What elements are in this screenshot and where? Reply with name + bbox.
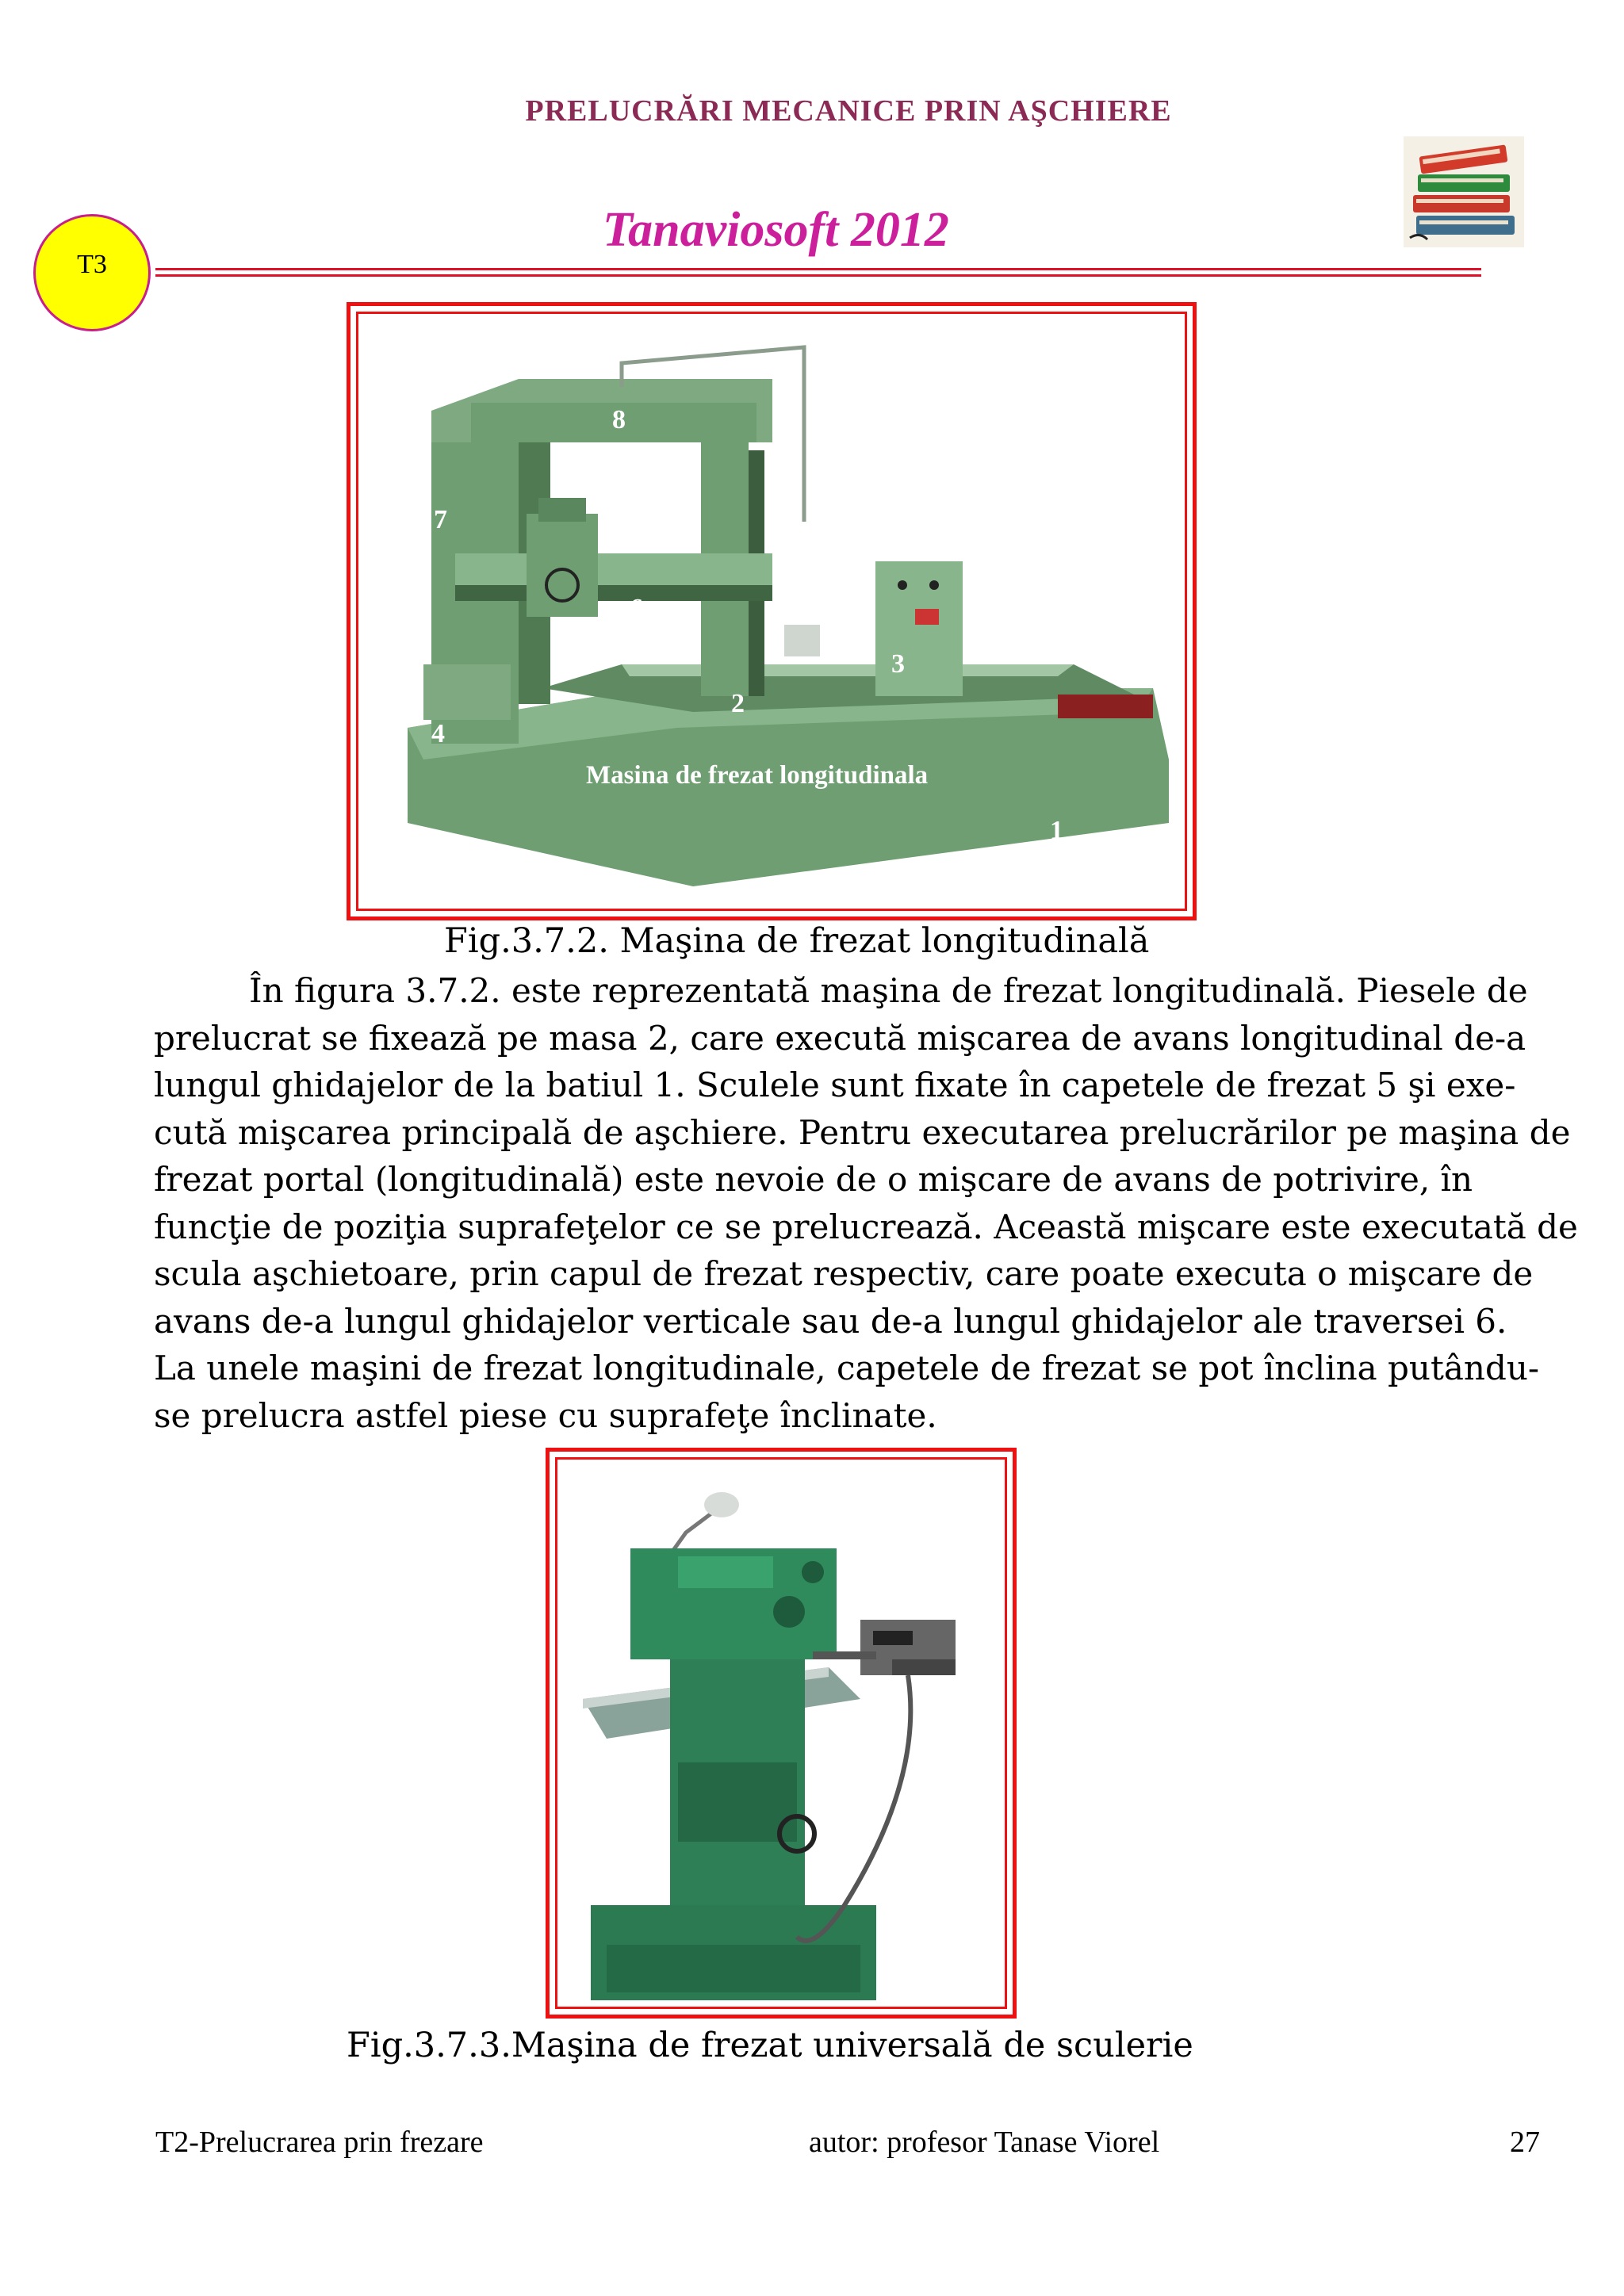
paragraph-line: În figura 3.7.2. este reprezentată maşina de frezat longitudinală. Piesele de [249,971,1528,1010]
figure-caption-1: Fig.3.7.2. Maşina de frezat longitudinală [444,921,1150,961]
footer-chapter: T2-Prelucrarea prin frezare [155,2126,484,2159]
part-number-5: 5 [587,627,600,656]
chapter-badge-label: T3 [77,250,107,279]
paragraph-line: funcţie de poziţia suprafeţelor ce se prelucrează. Această mişcare este executată de [154,1207,1578,1246]
brand-title: Tanaviosoft 2012 [603,203,949,257]
paragraph-line: se prelucra astfel piese cu suprafeţe înclinate. [154,1395,937,1435]
header-rule-bottom [155,274,1481,277]
figure-caption-2: Fig.3.7.3.Maşina de frezat universală de sculerie [347,2026,1193,2065]
header-rule-top [155,268,1481,270]
page-number: 27 [1510,2126,1540,2159]
part-number-2: 2 [731,689,745,718]
universal-milling-machine-image [559,1461,1011,2013]
part-number-1: 1 [1050,816,1063,845]
paragraph-line: scula aşchietoare, prin capul de frezat respectiv, care poate executa o mişcare de [154,1254,1534,1293]
paragraph-line: avans de-a lungul ghidajelor verticale sau de-a lungul ghidajelor ale traversei 6. [154,1301,1507,1341]
paragraph-line: lungul ghidajelor de la batiul 1. Sculele sunt fixate în capetele de frezat 5 şi exe- [154,1066,1516,1104]
figure-longitudinal-milling-machine [347,302,1197,920]
image-label: Masina de frezat longitudinala [586,761,929,790]
part-number-8: 8 [612,405,626,434]
part-number-6: 6 [630,594,643,623]
part-number-3: 3 [891,649,905,679]
paragraph-line: cută mişcarea principală de aşchiere. Pentru executarea prelucrărilor pe maşina de [154,1112,1571,1152]
part-number-7: 7 [434,505,447,534]
part-number-4: 4 [431,719,445,748]
chapter-badge [33,214,151,331]
longitudinal-milling-machine-image [360,316,1191,915]
books-icon [1404,136,1524,247]
header-title: PRELUCRĂRI MECANICE PRIN AŞCHIERE [525,94,1172,128]
figure-universal-milling-machine [546,1448,1017,2019]
paragraph-line: La unele maşini de frezat longitudinale, capetele de frezat se pot înclina putându- [154,1349,1540,1387]
footer-author: autor: profesor Tanase Viorel [809,2126,1160,2159]
paragraph-line: prelucrat se fixează pe masa 2, care execută mişcarea de avans longitudinal de-a [154,1018,1526,1058]
paragraph-line: frezat portal (longitudinală) este nevoie de o mişcare de avans de potrivire, în [154,1160,1473,1199]
body-paragraph [154,967,1578,1439]
